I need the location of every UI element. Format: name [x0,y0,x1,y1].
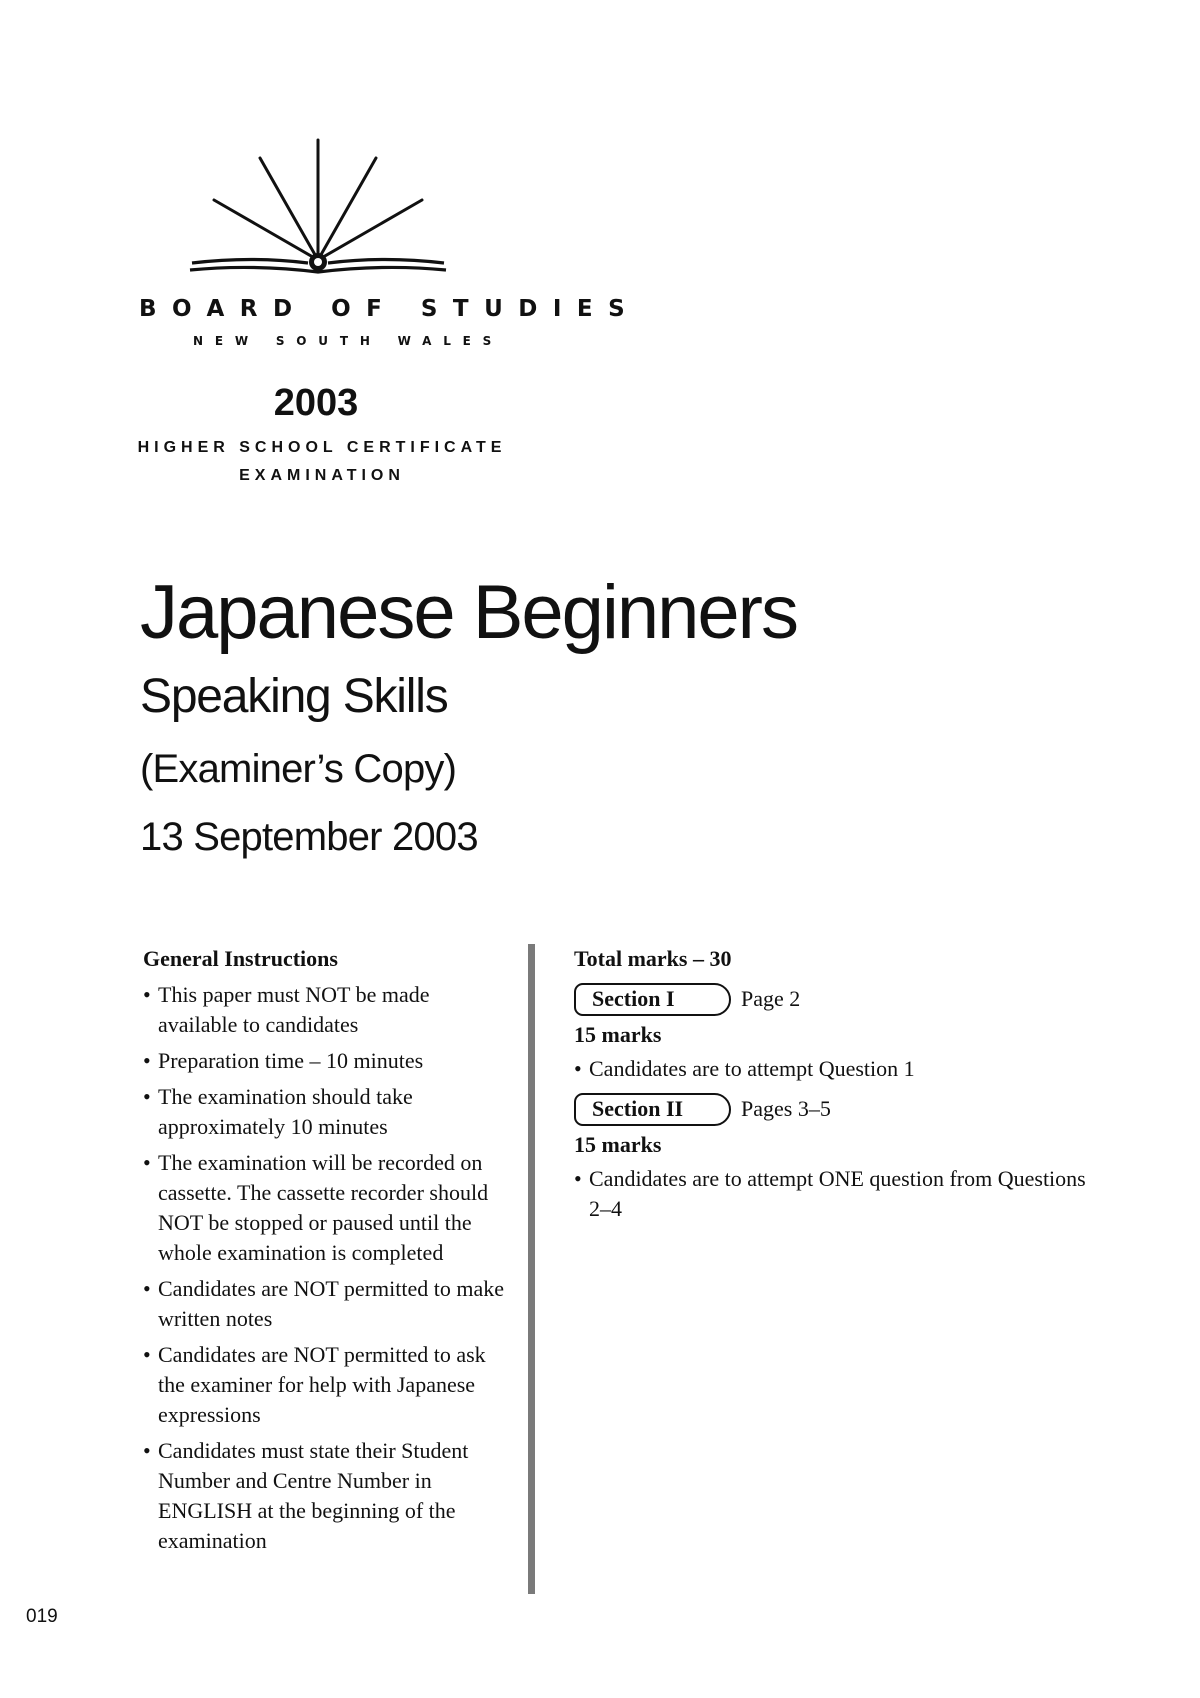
section-2-marks: 15 marks [574,1132,662,1157]
instruction-item: • This paper must NOT be made available to candidates [143,980,513,1040]
exam-date: 13 September 2003 [140,815,478,859]
section-1-row [574,982,1094,1016]
general-instructions [143,944,513,1562]
section-2-row [574,1092,1094,1126]
exam-type-line2: EXAMINATION [239,467,405,484]
section-2-notes [574,1164,1094,1224]
marks-summary [574,944,1094,1230]
instructions-heading: General Instructions [143,946,338,971]
instruction-item: • Candidates are NOT permitted to make written notes [143,1274,513,1334]
section-1-page: Page 2 [741,986,801,1011]
instruction-item: • Preparation time – 10 minutes [143,1046,513,1076]
page-title: Japanese Beginners [140,570,797,655]
instruction-item: • The examination will be recorded on cassette. The cassette recorder should NOT be stopped or paused until the whole examination is completed [143,1148,513,1268]
board-logo [140,136,496,286]
section-2-badge: Section II [574,1093,731,1126]
board-name: BOARD OF STUDIES [139,296,641,322]
exam-type-line1: HIGHER SCHOOL CERTIFICATE [137,439,507,456]
board-subname: NEW SOUTH WALES [193,334,504,348]
section-1-notes [574,1054,1094,1084]
copy-type: (Examiner’s Copy) [140,747,457,791]
section-2-note: • Candidates are to attempt ONE question from Questions 2–4 [574,1164,1094,1224]
sunburst-book-icon [182,136,454,286]
instruction-item: • Candidates must state their Student Number and Centre Number in ENGLISH at the beginning of the examination [143,1436,513,1556]
page-subtitle: Speaking Skills [140,670,448,723]
exam-year: 2003 [273,382,359,424]
title-block [140,570,797,859]
instructions-list [143,980,513,1556]
section-1-badge: Section I [574,983,731,1016]
paper-code: 019 [26,1606,58,1627]
section-1-note: • Candidates are to attempt Question 1 [574,1054,1094,1084]
section-1-marks: 15 marks [574,1022,662,1047]
section-2-page: Pages 3–5 [741,1096,831,1121]
instruction-item: • Candidates are NOT permitted to ask the examiner for help with Japanese expressions [143,1340,513,1430]
instruction-item: • The examination should take approximately 10 minutes [143,1082,513,1142]
column-divider [528,944,535,1594]
total-marks: Total marks – 30 [574,946,732,971]
